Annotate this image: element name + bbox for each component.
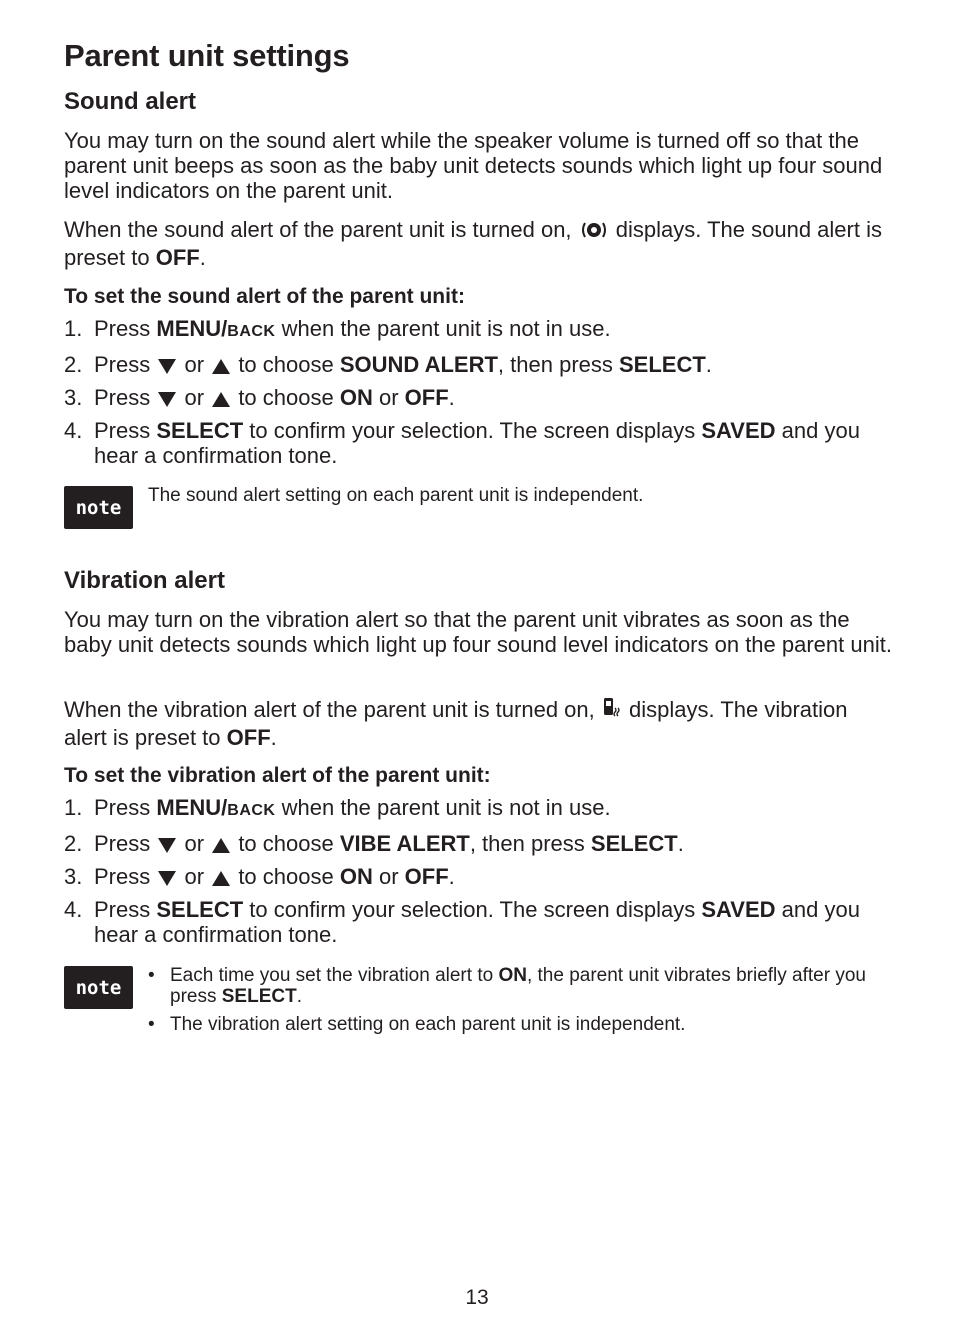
sound-alert-icon	[580, 220, 608, 245]
vibe-steps-lead: To set the vibration alert of the parent unit:	[64, 764, 491, 787]
down-arrow-icon	[158, 359, 176, 374]
vibe-step-2: 2. Press or to choose VIBE ALERT, then press SELECT.	[64, 831, 684, 856]
down-arrow-icon	[158, 838, 176, 853]
page-title: Parent unit settings	[64, 38, 350, 73]
vibe-note-1: • Each time you set the vibration alert to ON, the parent unit vibrates briefly after you press SELECT.	[148, 965, 888, 1007]
vibe-step-1: 1. Press MENU/BACK when the parent unit is not in use.	[64, 795, 611, 820]
sound-preset-text-a: When the sound alert of the parent unit is turned on,	[64, 217, 572, 242]
up-arrow-icon	[212, 838, 230, 853]
vibe-step-4: 4. Press SELECT to confirm your selection. The screen displays SAVED and you hear a confirmation tone.	[64, 897, 860, 947]
sound-note-text: The sound alert setting on each parent unit is independent.	[148, 485, 644, 506]
sound-step-4: 4. Press SELECT to confirm your selection. The screen displays SAVED and you hear a confirmation tone.	[64, 418, 860, 468]
menu-key: MENU/	[156, 316, 228, 341]
sound-preset-text-b: displays. The sound alert is preset to	[64, 217, 882, 270]
sound-step-3: 3. Press or to choose ON or OFF.	[64, 385, 455, 410]
note-badge: note	[64, 966, 133, 1009]
vibration-alert-preset-text: When the vibration alert of the parent unit is turned on, displays. The vibration alert is preset to OFF.	[64, 697, 848, 750]
vibration-alert-heading: Vibration alert	[64, 567, 225, 594]
vibe-steps-list	[64, 795, 894, 955]
down-arrow-icon	[158, 871, 176, 886]
vibe-step-3: 3. Press or to choose ON or OFF.	[64, 864, 455, 889]
up-arrow-icon	[212, 359, 230, 374]
vibe-note-2: • The vibration alert setting on each parent unit is independent.	[148, 1014, 888, 1035]
sound-steps-lead: To set the sound alert of the parent unit:	[64, 285, 465, 308]
sound-preset-off: OFF	[155, 245, 200, 270]
sound-steps-list	[64, 316, 894, 476]
sound-alert-preset-text: When the sound alert of the parent unit is turned on, displays. The sound alert is preset to OFF.	[64, 217, 882, 270]
sound-alert-heading: Sound alert	[64, 88, 197, 115]
vibration-alert-icon	[603, 696, 621, 725]
note-badge: note	[64, 486, 133, 529]
sound-step-1: 1. Press MENU/BACK when the parent unit is not in use.	[64, 316, 611, 341]
sound-alert-intro: You may turn on the sound alert while the speaker volume is turned off so that the parent unit beeps as soon as the baby unit detects sounds which light up four sound level indicators on the parent unit.	[64, 128, 883, 203]
vibration-alert-intro: You may turn on the vibration alert so that the parent unit vibrates as soon as the baby unit detects sounds which light up four sound level indicators on the parent unit.	[64, 607, 892, 657]
menu-key: MENU/	[156, 795, 228, 820]
vibe-preset-off: OFF	[226, 725, 271, 750]
vibe-note-list	[148, 965, 888, 1042]
sound-step-2: 2. Press or to choose SOUND ALERT, then press SELECT.	[64, 352, 712, 377]
page-number: 13	[465, 1286, 489, 1309]
up-arrow-icon	[212, 871, 230, 886]
down-arrow-icon	[158, 392, 176, 407]
up-arrow-icon	[212, 392, 230, 407]
